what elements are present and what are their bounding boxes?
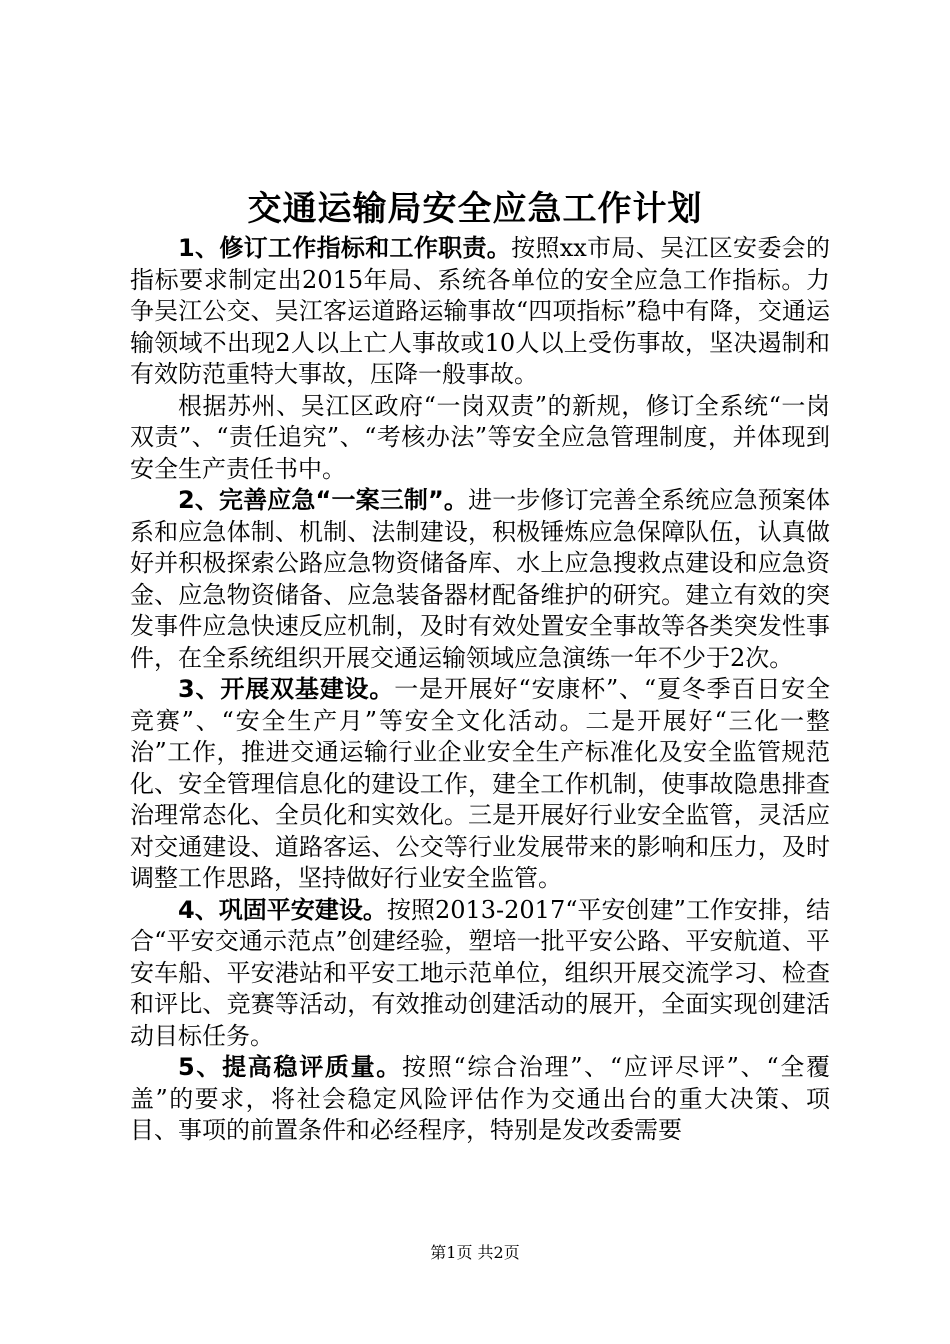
paragraph-4: [130, 674, 830, 895]
paragraph-text: 根据苏州、吴江区政府“一岗双责”的新规，修订全系统“一岗双责”、“责任追究”、“考核办法”等安全应急管理制度，并体现到安全生产责任书中。: [130, 391, 830, 483]
paragraph-heading: 1、修订工作指标和工作职责。: [178, 234, 512, 262]
paragraph-text: 按照“综合治理”、“应评尽评”、“全覆盖”的要求，将社会稳定风险评估作为交通出台的重大决策、项目、事项的前置条件和必经程序，特别是发改委需要: [130, 1053, 830, 1144]
paragraph-heading: 2、完善应急“一案三制”。: [178, 486, 469, 514]
paragraph-heading: 4、巩固平安建设。: [178, 895, 387, 924]
paragraph-text: 一是开展好“安康杯”、“夏冬季百日安全竞赛”、“安全生产月”等安全文化活动。二是开展好“三化一整治”工作，推进交通运输行业企业安全生产标准化及安全监管规范化、安全管理信息化的建设工作，建全工作机制，使事故隐患排查治理常态化、全员化和实效化。三是开展好行业安全监管，灵活应对交通建设、道路客运、公交等行业发展带来的影响和压力，及时调整工作思路，坚持做好行业安全监管。: [130, 675, 831, 892]
paragraph-1: [130, 233, 830, 391]
document-body: [130, 233, 830, 1147]
document-title: 交通运输局安全应急工作计划: [247, 189, 703, 229]
paragraph-3: [130, 485, 830, 674]
paragraph-text: 按照2013-2017“平安创建”工作安排，结合“平安交通示范点”创建经验，塑培一批平安公路、平安航道、平安车船、平安港站和平安工地示范单位，组织开展交流学习、检查和评比、竞赛等活动，有效推动创建活动的展开，全面实现创建活动目标任务。: [130, 895, 830, 1050]
paragraph-text: 按照xx市局、吴江区安委会的指标要求制定出2015年局、系统各单位的安全应急工作指标。力争吴江公交、吴江客运道路运输事故“四项指标”稳中有降，交通运输领域不出现2人以上亡人事故或10人以上受伤事故，坚决遏制和有效防范重特大事故，压降一般事故。: [130, 234, 830, 388]
paragraph-text: 进一步修订完善全系统应急预案体系和应急体制、机制、法制建设，积极锤炼应急保障队伍，认真做好并积极探索公路应急物资储备库、水上应急搜救点建设和应急资金、应急物资储备、应急装备器材配备维护的研究。建立有效的突发事件应急快速反应机制，及时有效处置安全事故等各类突发性事件，在全系统组织开展交通运输领域应急演练一年不少于2次。: [130, 486, 831, 672]
paragraph-2: [130, 391, 830, 486]
paragraph-6: [130, 1052, 830, 1147]
page-footer: 第1页 共2页: [430, 1243, 520, 1262]
paragraph-heading: 3、开展双基建设。: [178, 675, 395, 703]
paragraph-5: [130, 895, 830, 1053]
paragraph-heading: 5、提高稳评质量。: [178, 1053, 403, 1081]
